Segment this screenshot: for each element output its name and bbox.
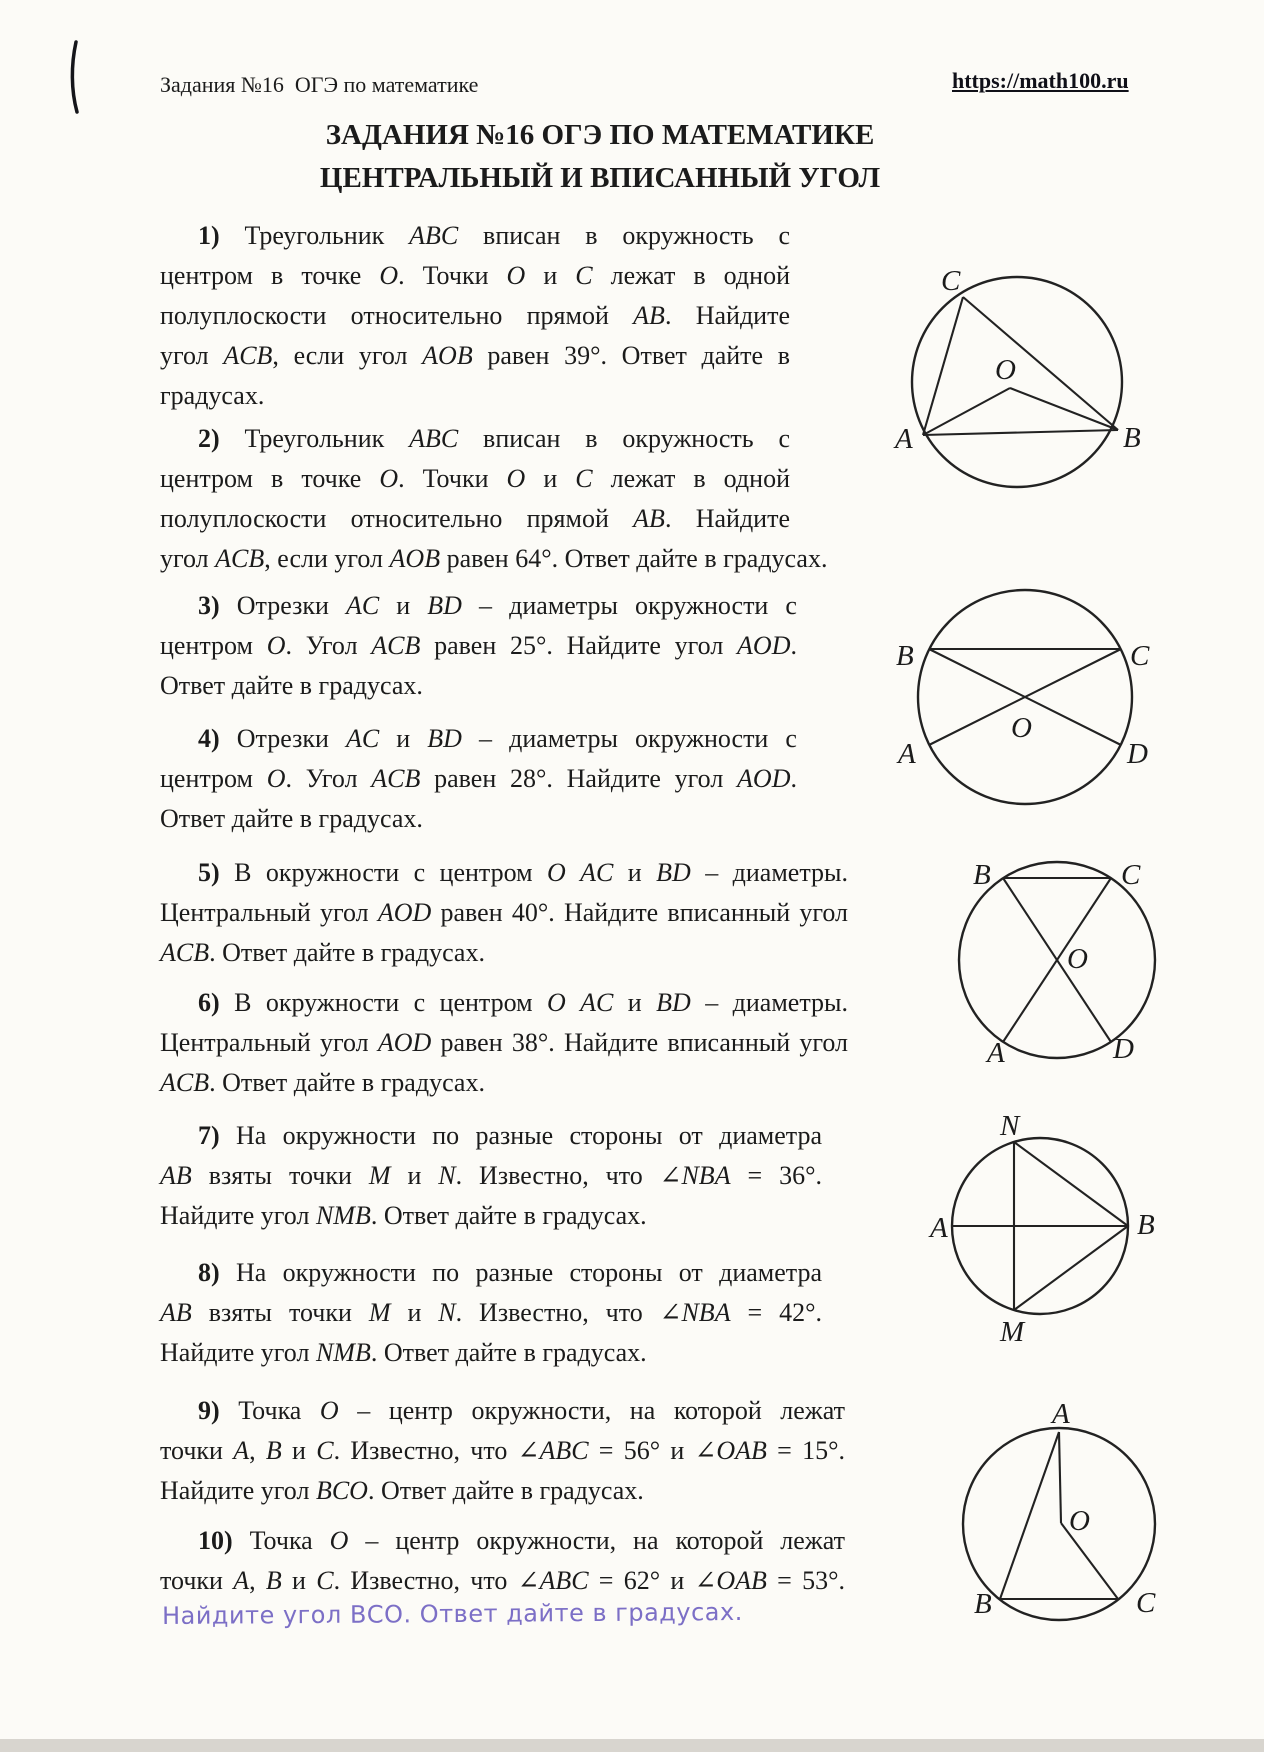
- problem-10: [160, 1521, 845, 1601]
- d5-label-b: B: [974, 1588, 992, 1620]
- d1-label-o: O: [995, 354, 1016, 386]
- problem-line: угол ACB, если угол AOB равен 64°. Ответ дайте в градусах.: [160, 544, 828, 573]
- problem-line: 10) Точка O – центр окружности, на которой лежат: [198, 1526, 846, 1555]
- d5-label-c: C: [1136, 1587, 1156, 1619]
- d1-label-a: A: [895, 423, 913, 455]
- problem-line: центром в точке O. Точки O и C лежат в одной: [160, 261, 790, 290]
- problem-line: центром в точке O. Точки O и C лежат в одной: [160, 464, 790, 493]
- problem-line: Найдите угол NMB. Ответ дайте в градусах.: [160, 1201, 647, 1230]
- page-title: [160, 114, 1040, 200]
- problem-line: полуплоскости относительно прямой AB. Найдите: [160, 301, 790, 330]
- d4-label-n: N: [1000, 1110, 1020, 1142]
- d3-label-a: A: [987, 1037, 1005, 1069]
- problem-line: Центральный угол AOD равен 40°. Найдите вписанный угол: [160, 898, 848, 927]
- problem-line: угол ACB, если угол AOB равен 39°. Ответ дайте в: [160, 341, 791, 370]
- handwritten-note: Найдите угол ВСО. Ответ дайте в градусах.: [161, 1597, 743, 1631]
- header-course-label: Задания №16 ОГЭ по математике: [160, 72, 479, 97]
- problem-line: центром O. Угол ACB равен 28°. Найдите угол AOD.: [160, 764, 797, 793]
- diagram-3: [945, 850, 1180, 1085]
- problem-line: ACB. Ответ дайте в градусах.: [160, 1068, 485, 1097]
- problem-6: [160, 983, 848, 1103]
- problem-line: точки A, B и C. Известно, что ∠ABC = 62° и ∠OAB = 53°.: [160, 1566, 846, 1595]
- d2-label-b: B: [896, 640, 914, 672]
- d2-label-a: A: [898, 738, 916, 770]
- d1-label-b: B: [1123, 422, 1141, 454]
- d3-label-d: D: [1113, 1033, 1134, 1065]
- problem-line: 8) На окружности по разные стороны от диаметра: [198, 1258, 822, 1287]
- problem-2: [160, 419, 828, 579]
- problem-line: точки A, B и C. Известно, что ∠ABC = 56° и ∠OAB = 15°.: [160, 1436, 846, 1465]
- problem-line: Центральный угол AOD равен 38°. Найдите вписанный угол: [160, 1028, 848, 1057]
- d1-label-c: C: [941, 265, 961, 297]
- problem-line: 7) На окружности по разные стороны от диаметра: [198, 1121, 822, 1150]
- problem-line: центром O. Угол ACB равен 25°. Найдите угол AOD.: [160, 631, 797, 660]
- problem-line: AB взяты точки M и N. Известно, что ∠NBA = 42°.: [160, 1298, 822, 1327]
- problem-line: Ответ дайте в градусах.: [160, 671, 423, 700]
- d1-circle: [912, 277, 1122, 487]
- d4-label-m: M: [1000, 1316, 1025, 1348]
- title-line-1: ЗАДАНИЯ №16 ОГЭ ПО МАТЕМАТИКЕ: [325, 119, 875, 151]
- d3-lines: [1003, 878, 1111, 1042]
- problem-line: градусах.: [160, 381, 265, 410]
- d4-label-a: A: [930, 1212, 948, 1244]
- pen-mark: [60, 30, 100, 125]
- problem-line: ACB. Ответ дайте в градусах.: [160, 938, 485, 967]
- d5-label-a: A: [1052, 1398, 1070, 1430]
- problem-5: [160, 853, 848, 973]
- diagram-2: [880, 565, 1165, 815]
- problem-1: [160, 216, 790, 416]
- d5-lines: [1000, 1432, 1118, 1599]
- diagram-1: [890, 265, 1150, 500]
- problem-3: [160, 586, 797, 706]
- problem-line: 9) Точка O – центр окружности, на которой лежат: [198, 1396, 846, 1425]
- problem-line: 6) В окружности с центром O AC и BD – диаметры.: [198, 988, 848, 1017]
- d2-label-c: C: [1130, 640, 1150, 672]
- d4-label-b: B: [1137, 1209, 1155, 1241]
- problem-line: Найдите угол NMB. Ответ дайте в градусах.: [160, 1338, 647, 1367]
- scan-edge-strip: [0, 1739, 1264, 1752]
- d1-lines: [923, 297, 1118, 435]
- d2-label-o: O: [1011, 712, 1032, 744]
- problem-4: [160, 719, 797, 839]
- d2-label-d: D: [1127, 738, 1148, 770]
- d3-label-c: C: [1121, 859, 1141, 891]
- title-line-2: ЦЕНТРАЛЬНЫЙ И ВПИСАННЫЙ УГОЛ: [319, 162, 881, 194]
- diagram-4: [930, 1105, 1165, 1355]
- d4-lines: [952, 1142, 1128, 1310]
- d3-label-o: O: [1067, 943, 1088, 975]
- problem-line: Ответ дайте в градусах.: [160, 804, 423, 833]
- problem-9: [160, 1391, 845, 1511]
- problem-line: 4) Отрезки AC и BD – диаметры окружности с: [198, 724, 797, 753]
- problem-7: [160, 1116, 822, 1236]
- problem-line: AB взяты точки M и N. Известно, что ∠NBA = 36°.: [160, 1161, 822, 1190]
- problem-line: 2) Треугольник ABC вписан в окружность с: [198, 424, 791, 453]
- problem-line: 1) Треугольник ABC вписан в окружность с: [198, 221, 791, 250]
- problem-line: 5) В окружности с центром O AC и BD – диаметры.: [198, 858, 848, 887]
- problem-line: Найдите угол BCO. Ответ дайте в градусах.: [160, 1476, 644, 1505]
- problem-line: 3) Отрезки AC и BD – диаметры окружности с: [198, 591, 797, 620]
- d3-label-b: B: [973, 859, 991, 891]
- problem-8: [160, 1253, 822, 1373]
- diagram-5: [950, 1400, 1185, 1645]
- d5-label-o: O: [1069, 1505, 1090, 1537]
- site-url-link[interactable]: https://math100.ru: [952, 68, 1129, 93]
- problem-line: полуплоскости относительно прямой AB. Найдите: [160, 504, 790, 533]
